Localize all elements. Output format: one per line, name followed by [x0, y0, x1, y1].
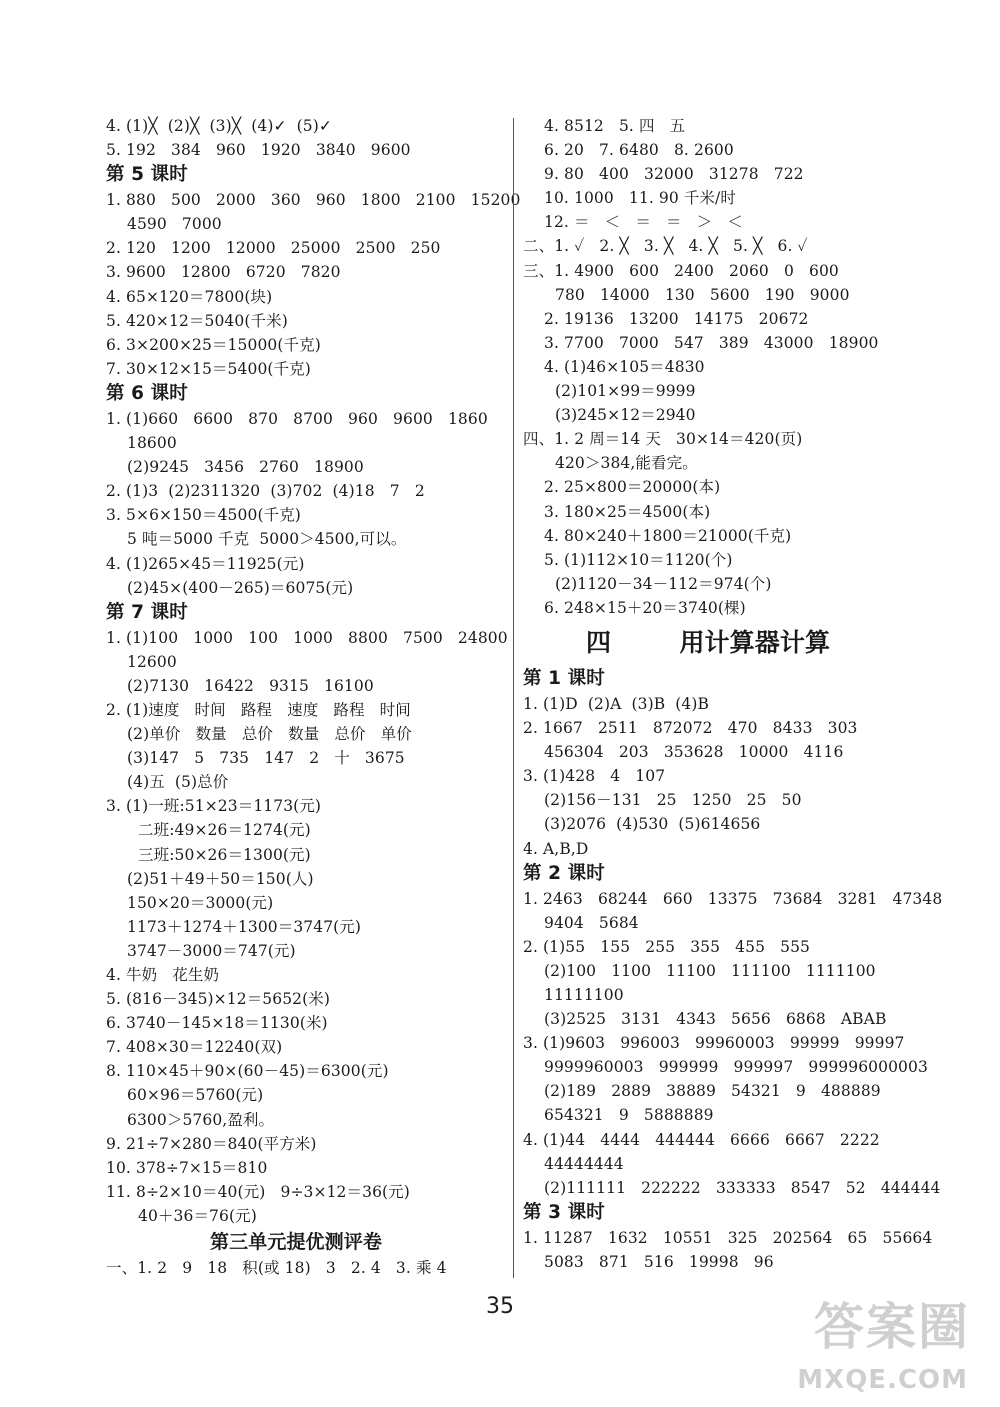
answer-line: 5. 420×12＝5040(千米) [106, 311, 288, 330]
answer-line: 4. (1)265×45＝11925(元) [106, 554, 305, 573]
answer-line: 6. 3740－145×18＝1130(米) [106, 1014, 328, 1033]
lesson-heading: 第 1 课时 [523, 667, 605, 689]
answer-line: 3. (1)428 4 107 [523, 767, 666, 786]
answer-line: 9. 21÷7×280＝840(平方米) [106, 1134, 317, 1153]
answer-line: 5. 192 384 960 1920 3840 9600 [106, 141, 411, 160]
answer-line: 2. 120 1200 12000 25000 2500 250 [106, 239, 441, 258]
watermark-brand: 答案圈 [814, 1298, 970, 1356]
answer-line-continued: 60×96＝5760(元) [127, 1086, 264, 1105]
right-answer-column [523, 114, 943, 1274]
answer-line-continued: 780 14000 130 5600 190 9000 [555, 285, 850, 304]
answer-line-continued: 10. 1000 11. 90 千米/时 [544, 189, 736, 208]
answer-line-continued: 3. 7700 7000 547 389 43000 18900 [544, 333, 879, 352]
answer-line-continued: 1173＋1274＋1300＝3747(元) [127, 917, 362, 936]
answer-line: 四、1. 2 周＝14 天 30×14＝420(页) [523, 430, 803, 449]
answer-line: 8. 110×45＋90×(60－45)＝6300(元) [106, 1062, 389, 1081]
answer-line-continued: 5 吨＝5000 千克 5000＞4500,可以。 [127, 530, 407, 549]
answer-line-continued: 二班:49×26＝1274(元) [138, 821, 311, 840]
answer-line-continued: 4590 7000 [127, 215, 222, 234]
answer-line-continued: (2)9245 3456 2760 18900 [127, 458, 364, 477]
answer-line-continued: (4)五 (5)总价 [127, 773, 229, 792]
page-number: 35 [486, 1294, 514, 1319]
answer-line-continued: 420＞384,能看完。 [555, 454, 698, 473]
chapter-heading: 四 用计算器计算 [585, 627, 831, 657]
answer-line-continued: 9404 5684 [544, 913, 639, 932]
answer-line-continued: (2)7130 16422 9315 16100 [127, 676, 374, 695]
answer-line: 3. (1)一班:51×23＝1173(元) [106, 797, 322, 816]
answer-line: 1. (1)D (2)A (3)B (4)B [523, 694, 710, 713]
answer-line-continued: (2)156－131 25 1250 25 50 [544, 791, 802, 810]
answer-line-continued: (2)101×99＝9999 [555, 382, 696, 401]
answer-line: 7. 30×12×15＝5400(千克) [106, 359, 311, 378]
answer-line: 1. 880 500 2000 360 960 1800 2100 15200 [106, 191, 521, 210]
answer-line-continued: 3747－3000＝747(元) [127, 941, 296, 960]
answer-line-continued: (3)245×12＝2940 [555, 406, 696, 425]
answer-line-continued: 4. (1)46×105＝4830 [544, 357, 705, 376]
answer-line-continued: (2)100 1100 11100 111100 1111100 [544, 961, 876, 980]
answer-line-continued: 4. 8512 5. 四 五 [544, 117, 686, 135]
answer-line-continued: 44444444 [544, 1154, 624, 1173]
answer-line-continued: 9. 80 400 32000 31278 722 [544, 165, 804, 184]
answer-line: 三、1. 4900 600 2400 2060 0 600 [523, 261, 839, 280]
answer-line-continued: (3)147 5 735 147 2 十 3675 [127, 749, 405, 768]
answer-line-continued: 三班:50×26＝1300(元) [138, 845, 311, 864]
watermark-site: MXQE.COM [797, 1365, 968, 1395]
answer-line-continued: 12600 [127, 652, 177, 671]
answer-line-continued: (3)2525 3131 4343 5656 6868 ABAB [544, 1010, 887, 1029]
answer-line: 5. (816－345)×12＝5652(米) [106, 990, 331, 1009]
answer-line: 4. 牛奶 花生奶 [106, 966, 220, 984]
answer-line: 1. 11287 1632 10551 325 202564 65 55664 [523, 1228, 933, 1247]
answer-line-continued: 150×20＝3000(元) [127, 893, 274, 912]
answer-line: 4. (1)44 4444 444444 6666 6667 2222 [523, 1130, 880, 1149]
answer-line-continued: (3)2076 (4)530 (5)614656 [544, 815, 761, 834]
answer-line-continued: 6. 248×15＋20＝3740(棵) [544, 598, 746, 617]
answer-line: 3. 5×6×150＝4500(千克) [106, 506, 301, 525]
lesson-heading: 第 5 课时 [106, 164, 188, 186]
lesson-heading: 第 6 课时 [106, 382, 188, 404]
lesson-heading: 第 7 课时 [106, 601, 188, 623]
answer-line-continued: 5. (1)112×10＝1120(个) [544, 550, 733, 569]
answer-line-continued: (2)111111 222222 333333 8547 52 444444 [544, 1178, 941, 1197]
answer-line-continued: (2)1120－34－112＝974(个) [555, 574, 772, 593]
answer-line-continued: 6300＞5760,盈利。 [127, 1110, 275, 1129]
watermark-logo [788, 1287, 978, 1399]
answer-line: 4. 65×120＝7800(块) [106, 287, 273, 306]
answer-line-continued: 9999960003 999999 999997 999996000003 [544, 1058, 928, 1077]
answer-line: 1. (1)660 6600 870 8700 960 9600 1860 [106, 409, 488, 428]
answer-line-continued: (2)单价 数量 总价 数量 总价 单价 [127, 725, 412, 744]
lesson-heading: 第 2 课时 [523, 862, 605, 884]
answer-line: 6. 3×200×25＝15000(千克) [106, 335, 321, 354]
answer-line: 一、1. 2 9 18 积(或 18) 3 2. 4 3. 乘 4 [106, 1259, 447, 1278]
answer-line-continued: (2)45×(400－265)＝6075(元) [127, 578, 354, 597]
answer-line-continued: 40＋36＝76(元) [138, 1206, 257, 1225]
answer-line: 2. (1)3 (2)2311320 (3)702 (4)18 7 2 [106, 482, 425, 501]
answer-line-continued: 12. ＝ ＜ ＝ ＝ ＞ ＜ [544, 213, 743, 232]
answer-line: 4. A,B,D [523, 839, 589, 858]
answer-line: 1. 2463 68244 660 13375 73684 3281 47348 [523, 889, 943, 908]
answer-line-continued: 2. 19136 13200 14175 20672 [544, 309, 809, 328]
answer-line: 2. (1)速度 时间 路程 速度 路程 时间 [106, 700, 411, 719]
answer-line-continued: 6. 20 7. 6480 8. 2600 [544, 141, 734, 160]
answer-line: 2. 1667 2511 872072 470 8433 303 [523, 719, 858, 738]
answer-line-continued: (2)189 2889 38889 54321 9 488889 [544, 1082, 881, 1101]
answer-line: 7. 408×30＝12240(双) [106, 1038, 283, 1057]
answer-line-continued: 18600 [127, 434, 177, 453]
answer-line: 3. 9600 12800 6720 7820 [106, 263, 341, 282]
left-answer-column [106, 114, 521, 1280]
answer-line-continued: 654321 9 5888889 [544, 1106, 714, 1125]
answer-line: 2. (1)55 155 255 355 455 555 [523, 937, 811, 956]
answer-line-continued: (2)51＋49＋50＝150(人) [127, 869, 314, 888]
answer-line-continued: 5083 871 516 19998 96 [544, 1252, 774, 1271]
column-divider [513, 118, 514, 1278]
answer-line: 10. 378÷7×15＝810 [106, 1158, 268, 1177]
answer-line-continued: 4. 80×240＋1800＝21000(千克) [544, 526, 792, 545]
answer-line: 11. 8÷2×10＝40(元) 9÷3×12＝36(元) [106, 1182, 410, 1201]
answer-line-continued: 456304 203 353628 10000 4116 [544, 743, 844, 762]
answer-line: 3. (1)9603 996003 99960003 99999 99997 [523, 1034, 905, 1053]
answer-line: 二、1. ✓ 2. ╳ 3. ╳ 4. ╳ 5. ╳ 6. ✓ [523, 237, 808, 256]
answer-line-continued: 11111100 [544, 986, 624, 1004]
answer-line-continued: 2. 25×800＝20000(本) [544, 478, 721, 497]
answer-line: 1. (1)100 1000 100 1000 8800 7500 24800 [106, 628, 508, 647]
answer-line-continued: 3. 180×25＝4500(本) [544, 502, 711, 521]
unit-test-heading: 第三单元提优测评卷 [210, 1231, 382, 1254]
answer-line: 4. (1)╳ (2)╳ (3)╳ (4)✓ (5)✓ [106, 117, 332, 135]
lesson-heading: 第 3 课时 [523, 1201, 605, 1223]
